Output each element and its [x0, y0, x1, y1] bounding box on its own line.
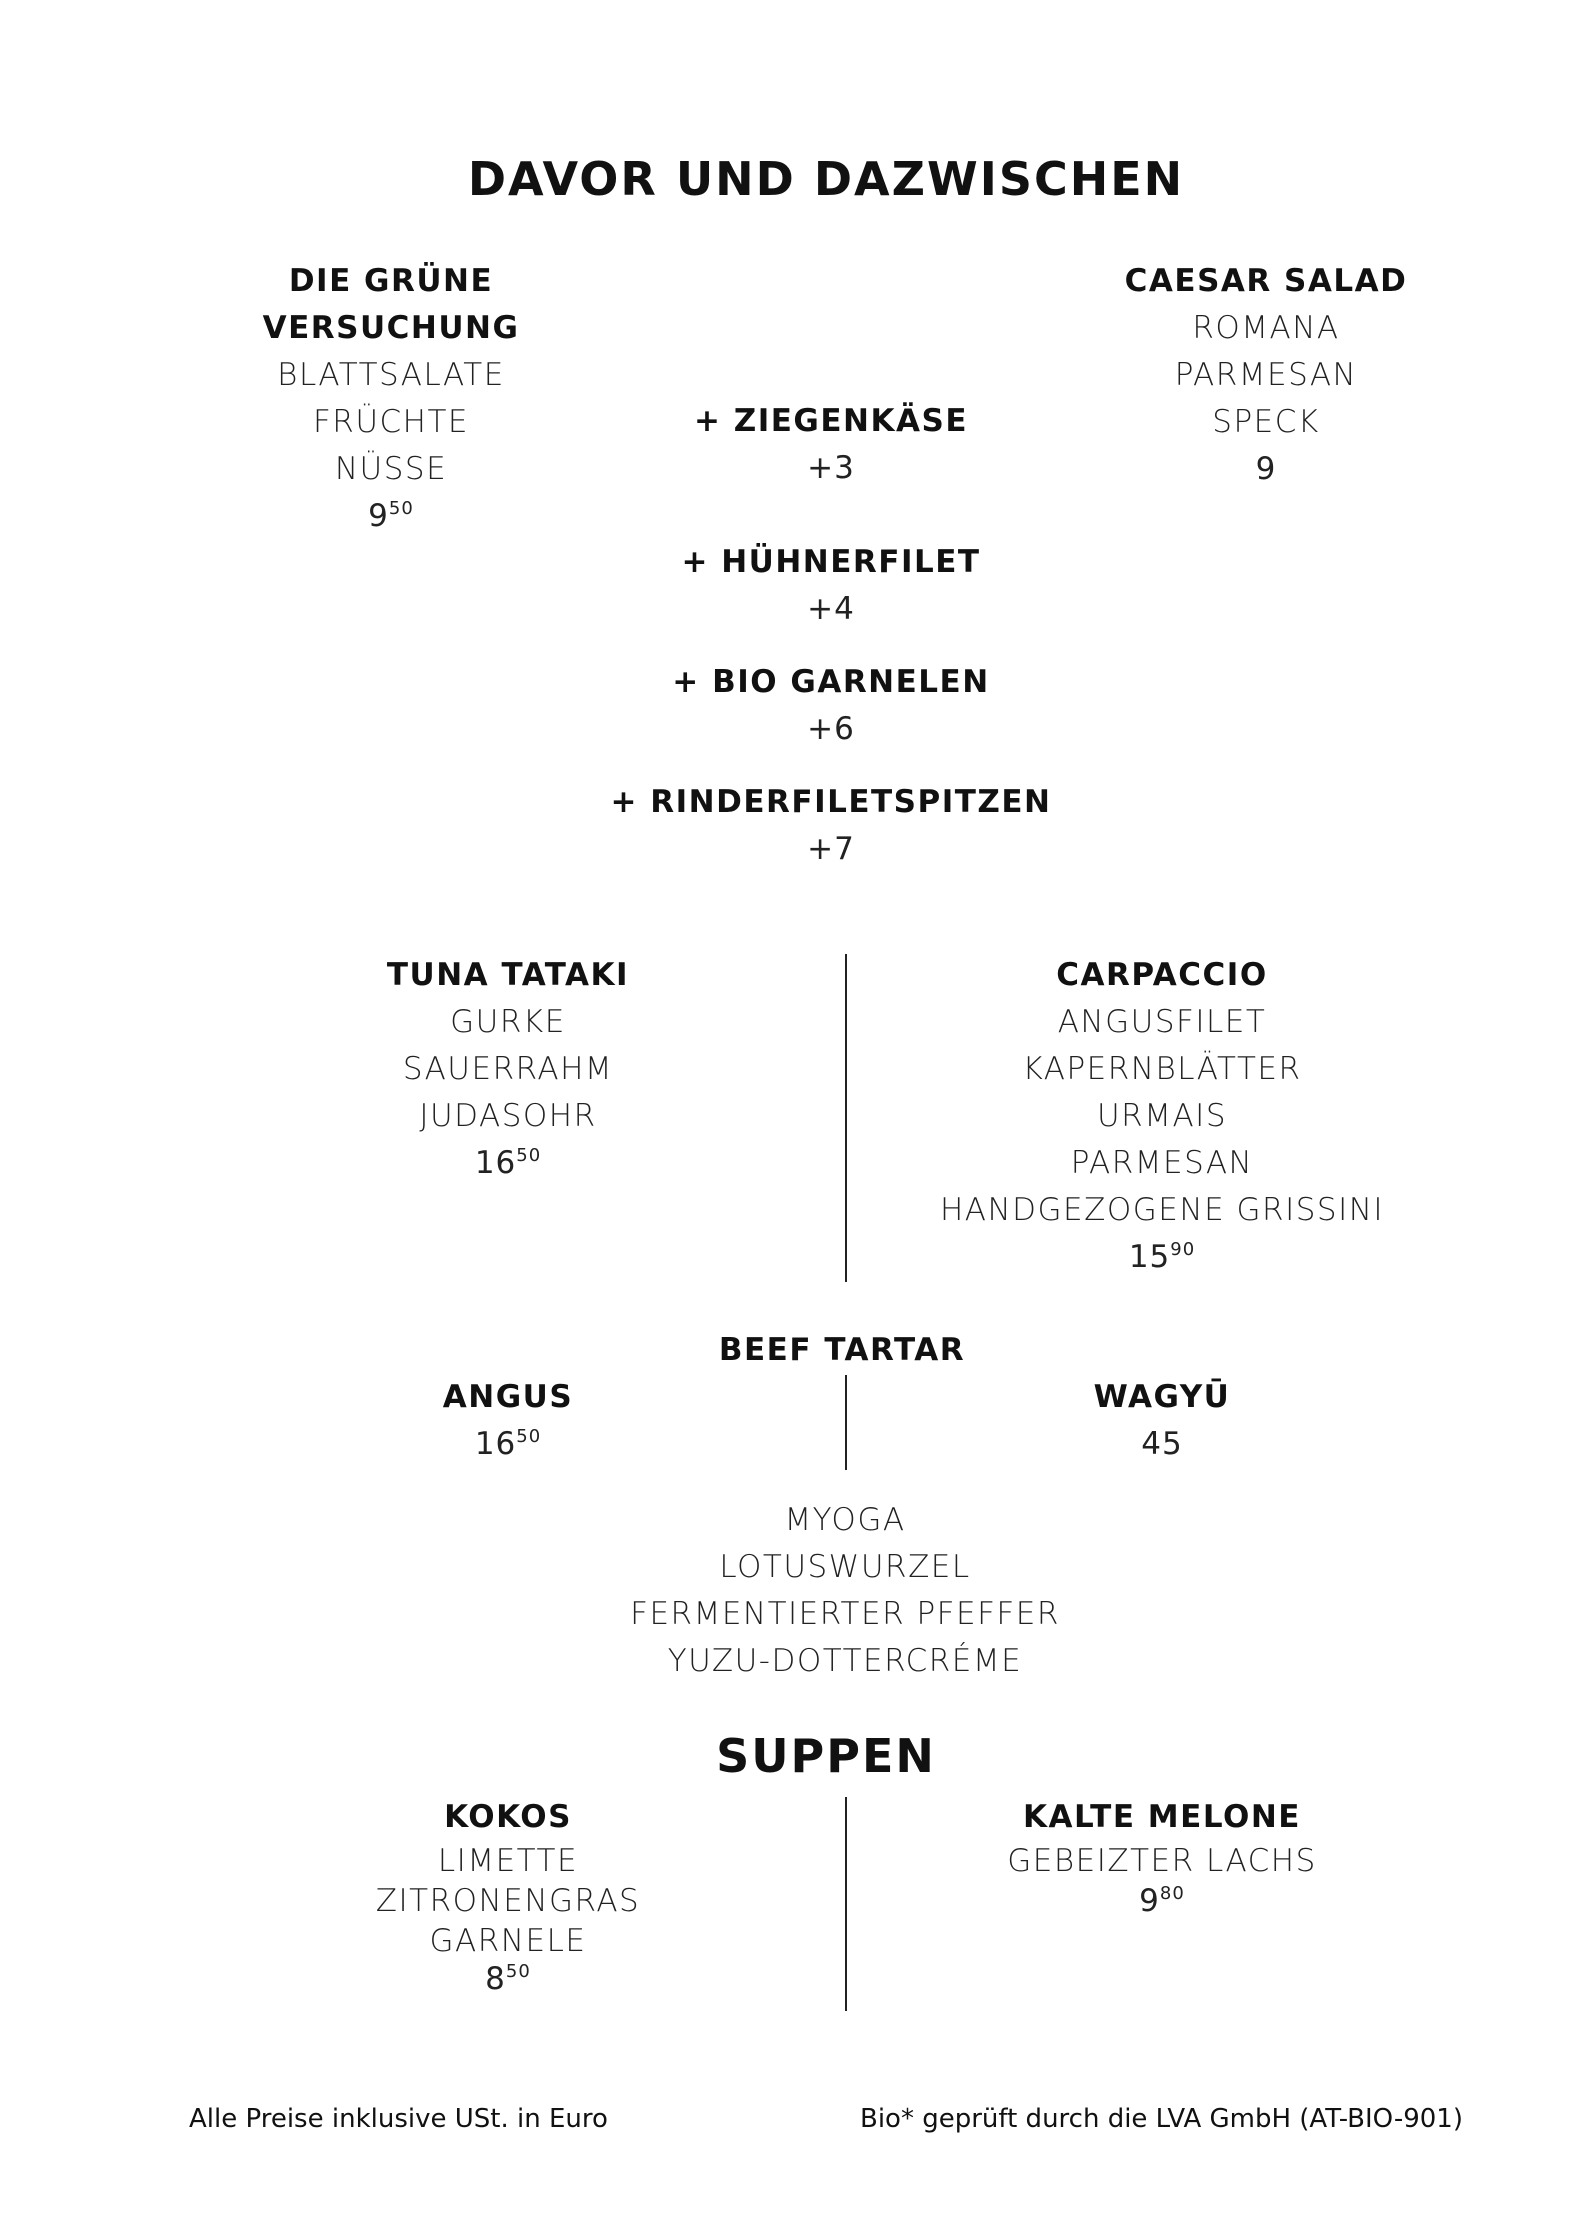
extra-price: +7 [807, 831, 855, 867]
dish-price: $9^{80}$ [1139, 1883, 1185, 1919]
ingredient: GURKE [450, 1004, 566, 1040]
dish-name: TUNA TATAKI [386, 957, 630, 993]
ingredient: MYOGA [784, 1502, 906, 1538]
variant-name: WAGYŪ [1093, 1379, 1231, 1415]
dish-name: KALTE MELONE [1023, 1799, 1301, 1835]
ingredient: ZITRONENGRAS [375, 1883, 641, 1919]
variant-name: ANGUS [442, 1379, 574, 1415]
extra-bio-garnelen [672, 659, 989, 753]
extra-ziegenkaese [694, 398, 968, 492]
tartar-angus [443, 1374, 573, 1468]
ingredient: YUZU-DOTTERCRÉME [667, 1643, 1023, 1679]
dish-caesar-salad [1125, 258, 1408, 493]
ingredient: FERMENTIERTER PFEFFER [630, 1596, 1060, 1632]
dish-price: $9^{50}$ [368, 498, 414, 534]
tartar-wagyu [1094, 1374, 1231, 1468]
dish-price: $8^{50}$ [485, 1961, 531, 1997]
ingredient: SAUERRAHM [402, 1051, 614, 1087]
dish-carpaccio [940, 952, 1384, 1281]
extra-rinderfiletspitzen [610, 779, 1051, 873]
extra-name: + ZIEGENKÄSE [693, 403, 969, 439]
dish-price: $15^{90}$ [1128, 1239, 1196, 1275]
dish-price: $16^{50}$ [474, 1145, 542, 1181]
dish-name: VERSUCHUNG [262, 310, 520, 346]
extra-price: +6 [807, 711, 855, 747]
ingredient: SPECK [1212, 404, 1320, 440]
ingredient: GEBEIZTER LACHS [1007, 1843, 1317, 1879]
ingredient: JUDASOHR [419, 1098, 597, 1134]
dish-name: CAESAR SALAD [1124, 263, 1408, 299]
ingredient: GARNELE [429, 1923, 587, 1959]
soup-kokos [376, 1794, 640, 1997]
soup-kalte-melone [1007, 1794, 1317, 1921]
footer-price-note: Alle Preise inklusive USt. in Euro [189, 2104, 608, 2134]
extra-price: +3 [807, 450, 855, 486]
variant-price: $16^{50}$ [474, 1426, 542, 1462]
extra-name: + RINDERFILETSPITZEN [610, 784, 1052, 820]
ingredient: URMAIS [1096, 1098, 1228, 1134]
section-title-starters: DAVOR UND DAZWISCHEN [467, 152, 1185, 206]
extra-huehnerfilet [681, 539, 980, 633]
ingredient: ROMANA [1192, 310, 1340, 346]
footer-bio-note: Bio* geprüft durch die LVA GmbH (AT-BIO-901) [860, 2104, 1463, 2134]
ingredient: BLATTSALATE [277, 357, 505, 393]
extra-name: + HÜHNERFILET [681, 544, 981, 580]
column-divider [845, 1797, 847, 2011]
ingredient: FRÜCHTE [312, 404, 470, 440]
ingredient: LIMETTE [437, 1843, 579, 1879]
dish-gruene-versuchung [263, 258, 520, 540]
dish-beef-tartar: BEEF TARTAR [718, 1332, 966, 1368]
tartar-ingredients [630, 1497, 1060, 1685]
section-title-soups: SUPPEN [716, 1729, 936, 1783]
dish-name: CARPACCIO [1056, 957, 1268, 993]
ingredient: HANDGEZOGENE GRISSINI [939, 1192, 1385, 1228]
ingredient: PARMESAN [1070, 1145, 1254, 1181]
ingredient: KAPERNBLÄTTER [1022, 1051, 1302, 1087]
extra-name: + BIO GARNELEN [672, 664, 990, 700]
ingredient: ANGUSFILET [1057, 1004, 1267, 1040]
ingredient: LOTUSWURZEL [719, 1549, 971, 1585]
ingredient: PARMESAN [1174, 357, 1358, 393]
column-divider [845, 954, 847, 1282]
dish-name: KOKOS [444, 1799, 572, 1835]
ingredient: NÜSSE [334, 451, 448, 487]
dish-tuna-tataki [387, 952, 629, 1187]
column-divider [845, 1375, 847, 1470]
variant-price: 45 [1141, 1426, 1183, 1462]
extra-price: +4 [807, 591, 855, 627]
dish-name: DIE GRÜNE [288, 263, 494, 299]
dish-price: 9 [1255, 451, 1277, 487]
